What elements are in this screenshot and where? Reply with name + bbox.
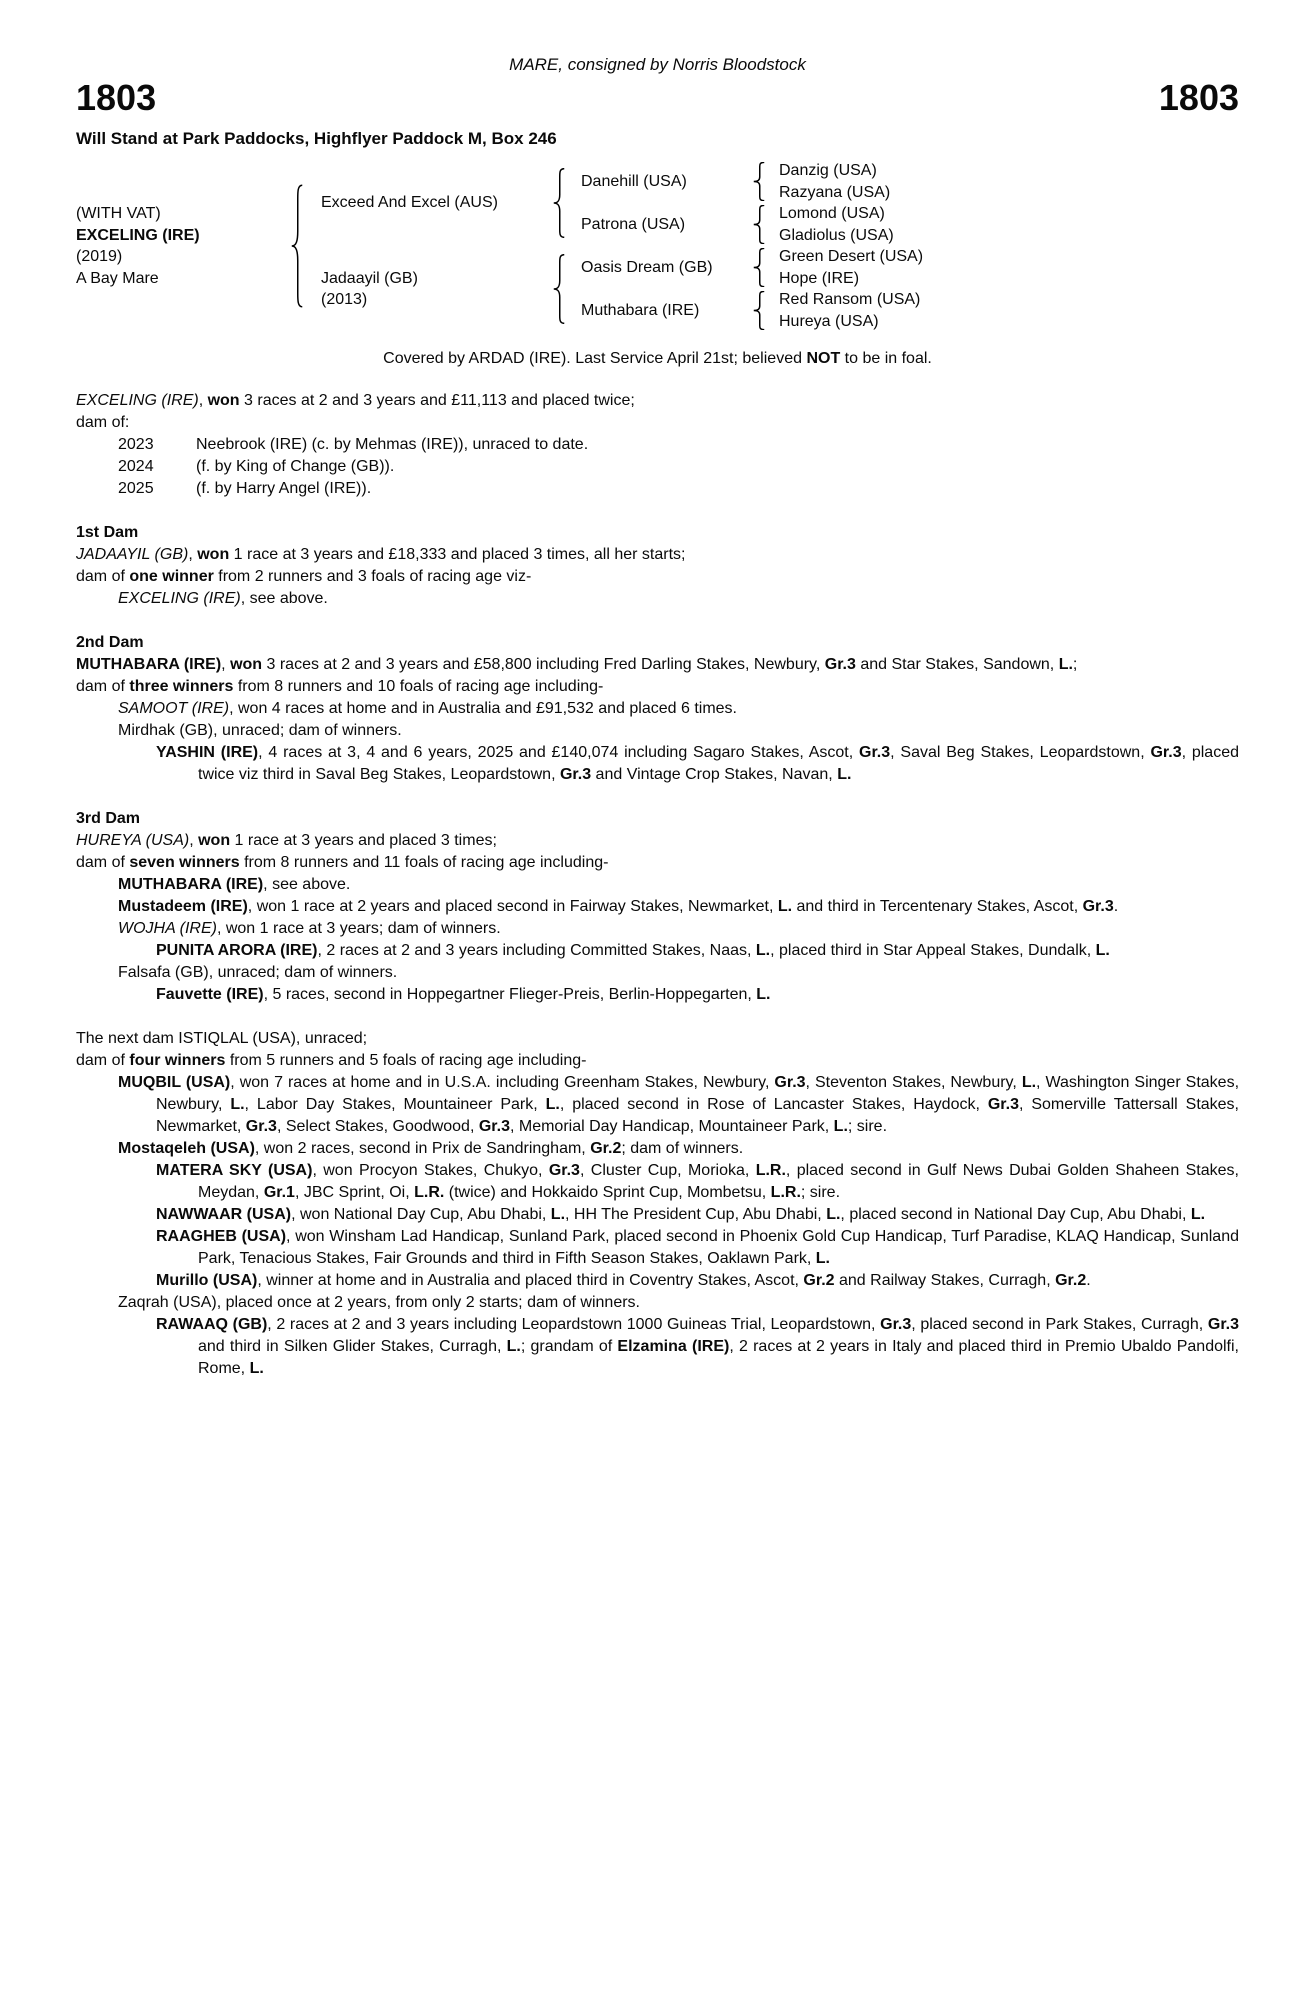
text-segment: 1 race at 3 years and placed 3 times; — [230, 832, 497, 849]
text-segment: Gr.3 — [1082, 898, 1114, 915]
text-segment: , placed second in Rose of Lancaster Stakes, Haydock, — [559, 1096, 988, 1113]
pedigree-paragraph — [76, 1050, 1239, 1072]
text-segment: , won National Day Cup, Abu Dhabi, — [291, 1206, 551, 1223]
sire-name: Exceed And Excel (AUS) — [321, 194, 498, 212]
text-segment: . — [1113, 898, 1119, 915]
produce-record-row — [118, 456, 1239, 478]
text-segment: L. — [826, 1206, 841, 1223]
lot-number-row — [76, 78, 1239, 118]
text-segment: . — [1086, 1272, 1091, 1289]
text-segment: HUREYA (USA) — [76, 832, 190, 849]
text-segment: Zaqrah (USA), placed once at 2 years, from only 2 starts; dam of winners. — [118, 1294, 640, 1311]
text-segment: Gr.1 — [263, 1184, 295, 1201]
text-segment: , 5 races, second in Hoppegartner Flieger-Preis, Berlin-Hoppegarten, — [263, 986, 757, 1003]
subject-foaling-year: (2019) — [76, 248, 123, 265]
brace-icon — [753, 162, 768, 201]
text-segment: four winners — [129, 1052, 226, 1069]
produce-record-row — [118, 478, 1239, 500]
brace-icon — [753, 248, 768, 287]
text-segment: Elzamina (IRE) — [617, 1338, 730, 1355]
text-segment: L. — [1021, 1074, 1037, 1091]
text-segment: , won 2 races, second in Prix de Sandringham, — [254, 1140, 591, 1157]
text-segment: RAAGHEB (USA) — [156, 1228, 287, 1245]
sire-dam-name: Patrona (USA) — [581, 215, 686, 233]
text-segment: seven winners — [129, 854, 240, 871]
text-segment: ; — [1072, 656, 1078, 673]
text-segment: , won 1 race at 2 years and placed second in Fairway Stakes, Newmarket, — [247, 898, 778, 915]
text-segment: and Vintage Crop Stakes, Navan, — [591, 766, 838, 783]
text-segment: Gr.3 — [548, 1162, 580, 1179]
text-segment: NOT — [806, 350, 841, 367]
pedigree-paragraph — [118, 588, 1239, 610]
dam-name-block — [321, 268, 553, 311]
text-segment: to be in foal. — [840, 350, 932, 367]
text-segment: L. — [756, 986, 771, 1003]
text-segment: , winner at home and in Australia and placed third in Coventry Stakes, Ascot, — [257, 1272, 804, 1289]
text-segment: dam of — [76, 854, 130, 871]
text-segment: 1 race at 3 years and £18,333 and placed 3 times, all her starts; — [229, 546, 686, 563]
pedigree-paragraph — [156, 1270, 1239, 1292]
text-segment: Gr.3 — [559, 766, 592, 783]
pedigree-paragraph — [118, 874, 1239, 896]
dam-dam-name: Muthabara (IRE) — [581, 301, 700, 319]
text-segment: dam of — [76, 568, 130, 585]
text-segment: , HH The President Cup, Abu Dhabi, — [565, 1206, 827, 1223]
text-segment: Gr.3 — [1207, 1316, 1240, 1333]
text-segment: , Memorial Day Handicap, Mountaineer Park, — [509, 1118, 834, 1135]
pedigree-brace-sire-sire — [753, 160, 779, 203]
text-segment: , won 7 races at home and in U.S.A. including Greenham Stakes, Newbury, — [230, 1074, 775, 1091]
dam-sire-name: Oasis Dream (GB) — [581, 258, 713, 276]
pedigree-paragraph — [76, 1028, 1239, 1050]
text-segment: Mirdhak (GB), unraced; dam of winners. — [118, 722, 402, 739]
pedigree-paragraph — [156, 1204, 1239, 1226]
text-segment: , won Winsham Lad Handicap, Sunland Park, placed second in Phoenix Gold Cup Handicap, Turf Paradise, KLAQ Handicap, Sunland Park, Tenacious Stakes, Fair Grounds and third in Fifth Season Stakes, Oaklawn Park, — [198, 1228, 1239, 1267]
text-segment: L. — [1190, 1206, 1206, 1223]
text-segment: SAMOOT (IRE) — [118, 700, 230, 717]
dam-section-heading: 3rd Dam — [76, 810, 141, 827]
text-segment: and third in Silken Glider Stakes, Curragh, — [198, 1338, 507, 1355]
ancestor-name: Gladiolus (USA) — [779, 226, 894, 244]
text-segment: , — [188, 546, 198, 563]
text-segment: L. — [1095, 942, 1110, 959]
ancestor-name: Hope (IRE) — [779, 269, 860, 287]
gen4-pair — [779, 289, 1239, 332]
text-segment: RAWAAQ (GB) — [156, 1316, 268, 1333]
ancestor-name: Red Ransom (USA) — [779, 291, 921, 308]
text-segment: (twice) and Hokkaido Sprint Cup, Mombetsu, — [444, 1184, 771, 1201]
dam-foaling-year: (2013) — [321, 291, 368, 308]
produce-year: 2024 — [118, 458, 154, 475]
dam-name: Jadaayil (GB) — [321, 269, 418, 287]
text-segment: L. — [550, 1206, 566, 1223]
subject-horse-block — [76, 203, 291, 289]
text-segment: dam of: — [76, 414, 130, 431]
text-segment: Gr.3 — [824, 656, 856, 673]
text-segment: (f. by King of Change (GB)). — [196, 458, 395, 475]
text-segment: Mustadeem (IRE) — [118, 898, 248, 915]
text-segment: , won Procyon Stakes, Chukyo, — [312, 1162, 549, 1179]
covered-line — [76, 348, 1239, 370]
vat-note: (WITH VAT) — [76, 205, 161, 222]
text-segment: and third in Tercentenary Stakes, Ascot, — [792, 898, 1083, 915]
text-segment: , 4 races at 3, 4 and 6 years, 2025 and £140,074 including Sagaro Stakes, Ascot, — [258, 744, 859, 761]
dam-section-heading: 1st Dam — [76, 524, 139, 541]
text-segment: , won 4 races at home and in Australia and £91,532 and placed 6 times. — [229, 700, 737, 717]
text-segment: Gr.3 — [478, 1118, 510, 1135]
pedigree-paragraph — [118, 698, 1239, 720]
text-segment: , Labor Day Stakes, Mountaineer Park, — [244, 1096, 546, 1113]
text-segment: EXCELING (IRE) — [118, 590, 241, 607]
text-segment: Gr.3 — [1150, 744, 1182, 761]
text-segment: The next dam ISTIQLAL (USA), unraced; — [76, 1030, 368, 1047]
gen4-pair — [779, 160, 1239, 203]
text-segment: 3 races at 2 and 3 years and £58,800 including Fred Darling Stakes, Newbury, — [262, 656, 825, 673]
text-segment: ; dam of winners. — [621, 1140, 744, 1157]
dam-section — [76, 390, 1239, 500]
sire-sire-name: Danehill (USA) — [581, 172, 687, 190]
text-segment: Gr.3 — [245, 1118, 277, 1135]
text-segment: L.R. — [770, 1184, 801, 1201]
text-segment: Neebrook (IRE) (c. by Mehmas (IRE)), unraced to date. — [196, 436, 589, 453]
dam-section-heading: 2nd Dam — [76, 634, 144, 651]
text-segment: L. — [815, 1250, 830, 1267]
text-segment: Gr.3 — [880, 1316, 912, 1333]
dam-section — [76, 808, 1239, 1006]
pedigree-table — [76, 160, 1239, 332]
text-segment: JADAAYIL (GB) — [76, 546, 189, 563]
gen4-pair — [779, 246, 1239, 289]
text-segment: one winner — [129, 568, 214, 585]
text-segment: from 5 runners and 5 foals of racing age including- — [225, 1052, 587, 1069]
pedigree-paragraph — [76, 676, 1239, 698]
pedigree-paragraph — [118, 896, 1239, 918]
text-segment: three winners — [129, 678, 234, 695]
brace-icon — [553, 168, 568, 238]
text-segment: and Star Stakes, Sandown, — [855, 656, 1059, 673]
text-segment: Murillo (USA) — [156, 1272, 258, 1289]
pedigree-paragraph — [156, 940, 1239, 962]
text-segment: won — [197, 546, 230, 563]
pedigree-paragraph — [76, 544, 1239, 566]
text-segment: won — [198, 832, 231, 849]
text-segment: , placed twice viz third in Saval Beg Stakes, Leopardstown, — [198, 744, 1239, 783]
pedigree-brace-dam — [553, 246, 581, 332]
text-segment: PUNITA ARORA (IRE) — [156, 942, 318, 959]
lot-number-left: 1803 — [76, 77, 157, 118]
text-segment: , JBC Sprint, Oi, — [294, 1184, 415, 1201]
pedigree-brace-dam-sire — [753, 246, 779, 289]
text-segment: Gr.3 — [774, 1074, 806, 1091]
text-segment: , placed second in Gulf News Dubai Golden Shaheen Stakes, Meydan, — [198, 1162, 1239, 1201]
text-segment: L. — [249, 1360, 264, 1377]
dam-section — [76, 632, 1239, 786]
ancestor-name: Green Desert (USA) — [779, 248, 924, 265]
text-segment: , see above. — [240, 590, 328, 607]
text-segment: L. — [833, 1118, 848, 1135]
text-segment: , — [198, 392, 208, 409]
text-segment: from 8 runners and 11 foals of racing age including- — [239, 854, 609, 871]
text-segment: and Railway Stakes, Curragh, — [834, 1272, 1056, 1289]
pedigree-paragraph — [76, 566, 1239, 588]
text-segment: 3 races at 2 and 3 years and £11,113 and placed twice; — [239, 392, 635, 409]
pedigree-paragraph — [156, 984, 1239, 1006]
text-segment: MUTHABARA (IRE) — [76, 656, 222, 673]
text-segment: Mostaqeleh (USA) — [118, 1140, 255, 1157]
text-segment: , Somerville Tattersall Stakes, Newmarket, — [156, 1096, 1239, 1135]
text-segment: NAWWAAR (USA) — [156, 1206, 292, 1223]
lot-number-right: 1803 — [1158, 77, 1239, 118]
ancestor-name: Razyana (USA) — [779, 183, 891, 201]
text-segment: won — [230, 656, 263, 673]
brace-icon — [753, 205, 768, 244]
pedigree-brace-sire — [553, 160, 581, 246]
text-segment: Fauvette (IRE) — [156, 986, 264, 1003]
text-segment: L. — [506, 1338, 521, 1355]
text-segment: , placed second in National Day Cup, Abu Dhabi, — [840, 1206, 1191, 1223]
text-segment: L.R. — [414, 1184, 445, 1201]
pedigree-paragraph — [156, 742, 1239, 786]
text-segment: MATERA SKY (USA) — [156, 1162, 313, 1179]
consignor-line: MARE, consigned by Norris Bloodstock — [509, 55, 806, 74]
stand-location-line: Will Stand at Park Paddocks, Highflyer Paddock M, Box 246 — [76, 129, 557, 148]
text-segment: , placed third in Star Appeal Stakes, Dundalk, — [770, 942, 1096, 959]
text-segment: L. — [1058, 656, 1073, 673]
ancestor-name: Hureya (USA) — [779, 312, 879, 330]
pedigree-paragraph — [118, 1072, 1239, 1138]
pedigree-text-body — [76, 390, 1239, 1380]
text-segment: Falsafa (GB), unraced; dam of winners. — [118, 964, 398, 981]
text-segment: dam of — [76, 678, 130, 695]
text-segment: won — [207, 392, 240, 409]
pedigree-paragraph — [76, 654, 1239, 676]
text-segment: Gr.2 — [803, 1272, 835, 1289]
text-segment: Gr.2 — [1055, 1272, 1087, 1289]
text-segment: L. — [777, 898, 793, 915]
ancestor-name: Danzig (USA) — [779, 162, 877, 179]
subject-horse-name: EXCELING (IRE) — [76, 226, 200, 244]
pedigree-paragraph — [156, 1226, 1239, 1270]
pedigree-paragraph — [76, 830, 1239, 852]
text-segment: , 2 races at 2 and 3 years including Leopardstown 1000 Guineas Trial, Leopardstown, — [267, 1316, 881, 1333]
pedigree-paragraph — [118, 962, 1239, 984]
pedigree-paragraph — [118, 1138, 1239, 1160]
pedigree-brace-outer — [291, 160, 321, 332]
text-segment: L. — [837, 766, 852, 783]
ancestor-name: Lomond (USA) — [779, 205, 885, 222]
pedigree-brace-sire-dam — [753, 203, 779, 246]
brace-icon — [753, 291, 768, 330]
text-segment: L. — [755, 942, 771, 959]
pedigree-paragraph — [76, 390, 1239, 412]
text-segment: , won 1 race at 3 years; dam of winners. — [216, 920, 501, 937]
produce-record-row — [118, 434, 1239, 456]
brace-icon — [553, 254, 568, 324]
gen4-pair — [779, 203, 1239, 246]
text-segment: (f. by Harry Angel (IRE)). — [196, 480, 372, 497]
text-segment: , Saval Beg Stakes, Leopardstown, — [890, 744, 1151, 761]
produce-year: 2025 — [118, 480, 154, 497]
text-segment: dam of — [76, 1052, 130, 1069]
text-segment: L.R. — [755, 1162, 786, 1179]
text-segment: , Steventon Stakes, Newbury, — [805, 1074, 1022, 1091]
text-segment: , Washington Singer Stakes, Newbury, — [156, 1074, 1240, 1113]
text-segment: from 2 runners and 3 foals of racing age viz- — [213, 568, 532, 585]
text-segment: MUTHABARA (IRE) — [118, 876, 264, 893]
pedigree-brace-dam-dam — [753, 289, 779, 332]
text-segment: WOJHA (IRE) — [118, 920, 217, 937]
dam-section — [76, 522, 1239, 610]
text-segment: , — [189, 832, 199, 849]
brace-icon — [291, 184, 306, 308]
text-segment: , Select Stakes, Goodwood, — [276, 1118, 479, 1135]
text-segment: Gr.2 — [590, 1140, 622, 1157]
text-segment: Gr.3 — [987, 1096, 1019, 1113]
text-segment: ; grandam of — [520, 1338, 618, 1355]
text-segment: from 8 runners and 10 foals of racing age including- — [233, 678, 604, 695]
pedigree-paragraph — [156, 1314, 1239, 1380]
text-segment: MUQBIL (USA) — [118, 1074, 231, 1091]
text-segment: L. — [545, 1096, 560, 1113]
pedigree-paragraph — [156, 1160, 1239, 1204]
pedigree-paragraph — [118, 720, 1239, 742]
pedigree-paragraph — [76, 412, 1239, 434]
text-segment: ; sire. — [847, 1118, 888, 1135]
dam-section — [76, 1028, 1239, 1380]
pedigree-paragraph — [118, 1292, 1239, 1314]
produce-year: 2023 — [118, 436, 154, 453]
text-segment: YASHIN (IRE) — [156, 744, 259, 761]
text-segment: EXCELING (IRE) — [76, 392, 199, 409]
pedigree-paragraph — [76, 852, 1239, 874]
text-segment: Covered by ARDAD (IRE). Last Service April 21st; believed — [383, 350, 807, 367]
pedigree-paragraph — [118, 918, 1239, 940]
text-segment: Gr.3 — [859, 744, 891, 761]
text-segment: , 2 races at 2 years in Italy and placed third in Premio Ubaldo Pandolfi, Rome, — [198, 1338, 1239, 1377]
text-segment: , Cluster Cup, Morioka, — [579, 1162, 756, 1179]
text-segment: , 2 races at 2 and 3 years including Committed Stakes, Naas, — [317, 942, 756, 959]
text-segment: , — [221, 656, 231, 673]
subject-horse-description: A Bay Mare — [76, 269, 159, 287]
text-segment: ; sire. — [800, 1184, 841, 1201]
text-segment: L. — [230, 1096, 245, 1113]
text-segment: , placed second in Park Stakes, Curragh, — [911, 1316, 1208, 1333]
text-segment: , see above. — [263, 876, 351, 893]
